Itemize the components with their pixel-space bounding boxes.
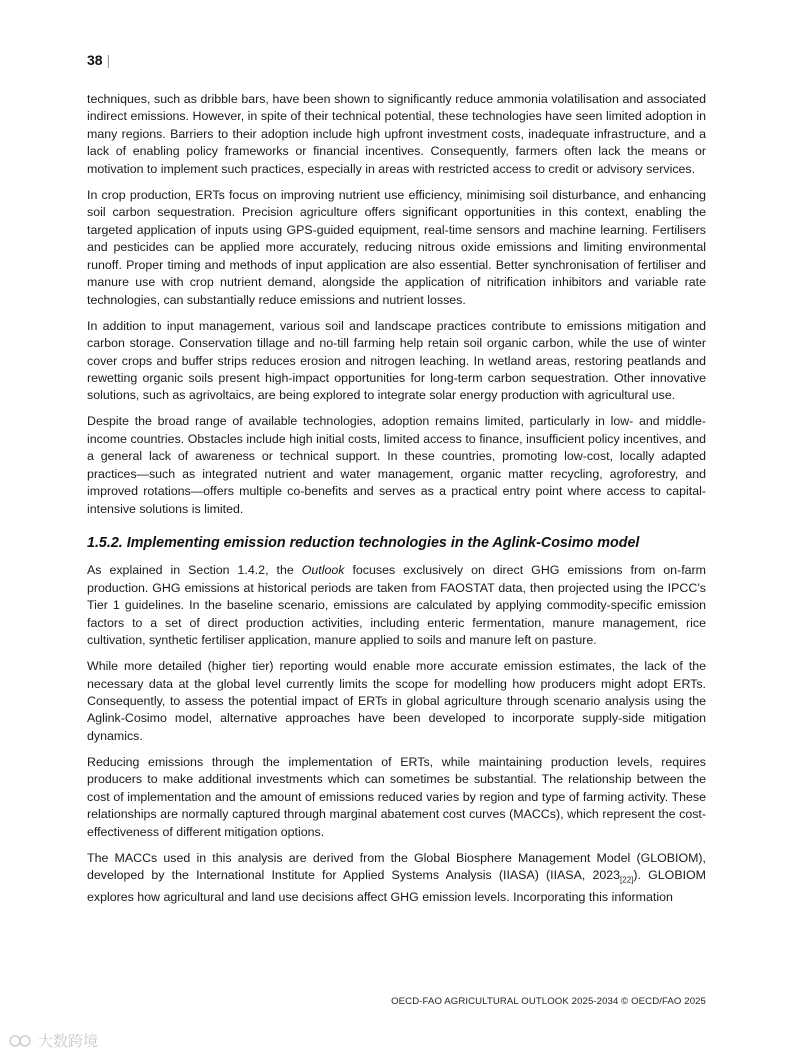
paragraph: techniques, such as dribble bars, have been shown to significantly reduce ammonia volatilisation and associated indirect emissions. However, in spite of their technical potential, these technologies have seen limited adoption in many regions. Barriers to their adoption include high upfront investment costs, inadequate infrastructure, and a lack of enabling policy frameworks or financial incentives. Consequently, farmers often lack the means or motivation to implement such practices, especially in areas with restricted access to credit or advisory services. — [87, 92, 706, 176]
italic-term: Outlook — [301, 563, 345, 578]
text-run: The MACCs used in this analysis are derived from the Global Biosphere Management Model (GLOBIOM), developed by the International Institute for Applied Systems Analysis (IIASA) (IIASA, 2023 — [87, 850, 706, 883]
citation-reference[interactable]: [22] — [620, 875, 634, 885]
page-number: 38 | — [87, 52, 111, 68]
paragraph — [87, 850, 706, 907]
watermark — [8, 1030, 98, 1051]
text-run: focuses exclusively on direct GHG emissions from on-farm production. GHG emissions at historical periods are taken from FAOSTAT data, then projected using the IPCC’s Tier 1 guidelines. In the baseline scenario, emissions are calculated by applying commodity-specific emission factors to a set of direct production activities, including enteric fermentation, manure management, rice cultivation, synthetic fertiliser application, manure applied to soils and manure left on pasture. — [87, 563, 706, 648]
watermark-text: 大数跨境 — [38, 1033, 99, 1050]
paragraph: In addition to input management, various soil and landscape practices contribute to emissions mitigation and carbon storage. Conservation tillage and no-till farming help retain soil organic carbon, while the use of winter cover crops and buffer strips reduces erosion and nitrogen leaching. In wetland areas, restoring peatlands and rewetting organic soils present high-impact opportunities for long-term carbon sequestration. Other innovative solutions, such as agrivoltaics, are being explored to integrate solar energy production with agricultural use. — [87, 318, 706, 403]
section-heading: 1.5.2. Implementing emission reduction technologies in the Aglink-Cosimo model — [87, 535, 640, 552]
body-text — [87, 91, 706, 915]
paragraph: Reducing emissions through the implementation of ERTs, while maintaining production levels, requires producers to make additional investments which can sometimes be substantial. The relationship between the cost of implementation and the amount of emissions reduced varies by region and type of farming activity. These relationships are normally captured through marginal abatement cost curves (MACCs), which represent the cost-effectiveness of different mitigation options. — [87, 754, 706, 839]
paragraph: In crop production, ERTs focus on improving nutrient use efficiency, minimising soil disturbance, and enhancing soil carbon sequestration. Precision agriculture offers significant opportunities in this context, enabling the targeted application of inputs using GPS-guided equipment, real-time sensors and machine learning. Fertilisers and pesticides can be applied more accurately, reducing nitrous oxide emissions and limiting environmental runoff. Proper timing and methods of input application are also essential. Better synchronisation of fertiliser and manure use with crop nutrient demand, alongside the application of nitrification inhibitors and variable rate technologies, can substantially reduce emissions and nutrient losses. — [87, 187, 706, 307]
paragraph: While more detailed (higher tier) reporting would enable more accurate emission estimates, the lack of the necessary data at the global level currently limits the scope for modelling how producers might adopt ERTs. Consequently, to assess the potential impact of ERTs in global agriculture through scenario analysis using the Aglink-Cosimo model, alternative approaches have been developed to incorporate supply-side mitigation dynamics. — [87, 659, 706, 743]
text-run: ). GLOBIOM explores how agricultural and land use decisions affect GHG emission levels. Incorporating this information — [87, 868, 706, 905]
page-number-separator: | — [106, 52, 111, 68]
paragraph — [87, 562, 706, 649]
page-footer: OECD-FAO AGRICULTURAL OUTLOOK 2025-2034 © OECD/FAO 2025 — [391, 996, 706, 1007]
watermark-logo-icon — [8, 1032, 34, 1050]
paragraph: Despite the broad range of available technologies, adoption remains limited, particularly in low- and middle-income countries. Obstacles include high initial costs, limited access to finance, insufficient policy incentives, and a general lack of awareness or technical support. In these countries, promoting low-cost, locally adapted practices—such as integrated nutrient and water management, organic matter recycling, agroforestry, and improved rotations—offers multiple co-benefits and serves as a practical entry point where access to capital-intensive solutions is limited. — [87, 414, 706, 516]
text-run: As explained in Section 1.4.2, the — [87, 563, 302, 578]
